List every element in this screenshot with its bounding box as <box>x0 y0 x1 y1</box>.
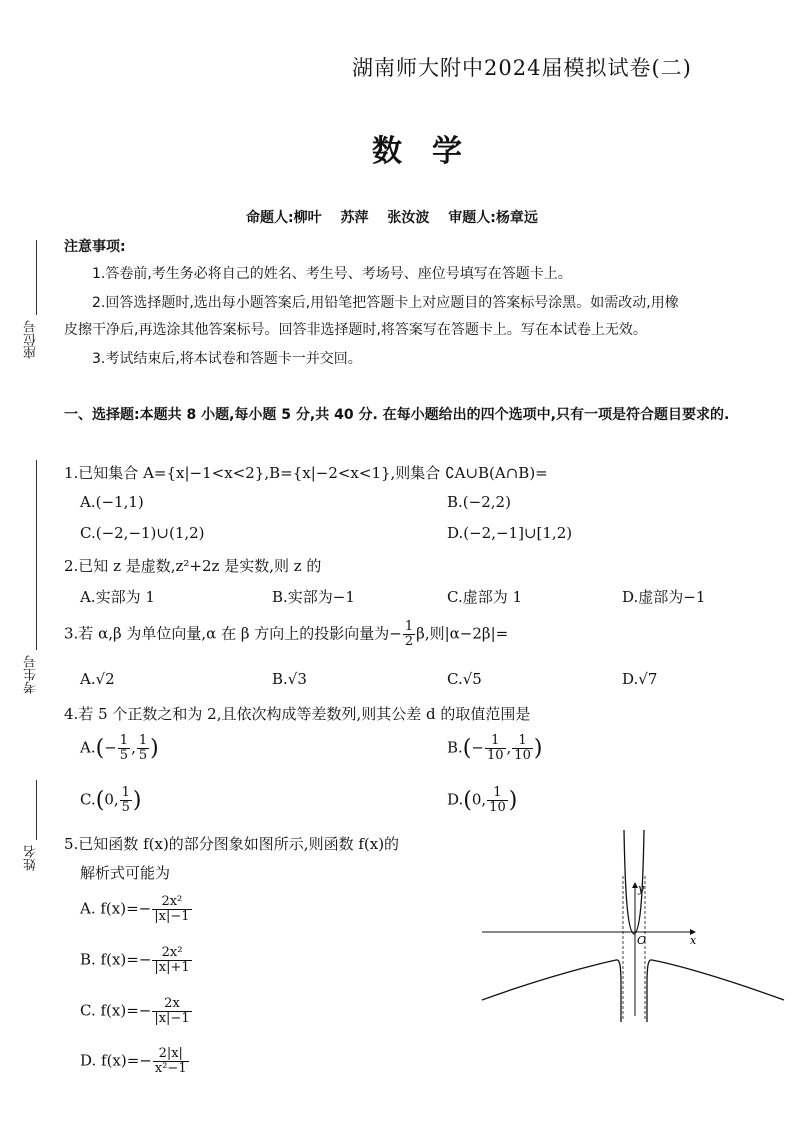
y-axis-label: y <box>638 882 645 895</box>
q5-b-den: |x|+1 <box>154 960 190 975</box>
q5-option-c <box>80 997 193 1026</box>
q5-stem-2: 解析式可能为 <box>80 864 171 882</box>
x-axis-label: x <box>690 934 697 947</box>
q4-option-b: B.(− $\frac{1}{10}$ , $\frac{1}{10}$ ) <box>447 733 543 763</box>
q3-option-d: D.√7 <box>622 670 658 688</box>
q4-b-label: B. <box>447 738 463 757</box>
seat-label: 座位号 <box>24 320 39 359</box>
exam-id-label: 考生号 <box>24 655 39 694</box>
seat-line <box>36 240 37 315</box>
reviewer: 审题人:杨章远 <box>448 210 538 226</box>
q3-stem <box>64 620 508 649</box>
q4-c-label: C. <box>80 790 96 809</box>
q5-d-num: 2|x| <box>153 1047 189 1062</box>
q5-option-d <box>80 1047 190 1076</box>
q4-c-fd: 5 <box>121 800 130 815</box>
q3-frac-den: 2 <box>404 634 414 649</box>
q4-a-f2n: 1 <box>138 733 148 748</box>
q3-option-c: C.√5 <box>447 670 482 688</box>
q4-stem: 4.若 5 个正数之和为 2,且依次构成等差数列,则其公差 d 的取值范围是 <box>64 705 531 723</box>
q5-a-pre: A. f(x)=− <box>80 899 152 918</box>
q4-a-f1n: 1 <box>119 733 129 748</box>
q2-option-c: C.虚部为 1 <box>447 588 523 606</box>
q5-option-b <box>80 946 193 975</box>
exam-id-line <box>36 460 37 650</box>
q5-option-a <box>80 895 193 924</box>
q5-c-den: |x|−1 <box>154 1011 190 1026</box>
notice-title: 注意事项: <box>64 239 126 255</box>
q4-c-fn: 1 <box>121 785 130 800</box>
q2-option-b: B.实部为−1 <box>272 588 355 606</box>
notice-item-3: 3.考试结束后,将本试卷和答题卡一并交回。 <box>92 351 362 367</box>
q4-d-label: D. <box>447 790 464 809</box>
q1-stem: 1.已知集合 A={x|−1<x<2},B={x|−2<x<1},则集合 ∁A∪B(A∩B)= <box>64 464 548 482</box>
school-title: 湖南师大附中2024届模拟试卷(二) <box>352 56 692 80</box>
q5-stem-1: 5.已知函数 f(x)的部分图象如图所示,则函数 f(x)的 <box>64 835 400 853</box>
q2-stem: 2.已知 z 是虚数,z²+2z 是实数,则 z 的 <box>64 557 322 575</box>
authors-line <box>246 207 552 227</box>
author-1: 命题人:柳叶 <box>246 210 322 226</box>
q4-a-f2d: 5 <box>138 748 148 763</box>
q5-a-den: |x|−1 <box>154 909 190 924</box>
q2-option-a: A.实部为 1 <box>80 588 155 606</box>
q4-a-label: A. <box>80 738 96 757</box>
section1-title: 一、选择题:本题共 8 小题,每小题 5 分,共 40 分. 在每小题给出的四个选项中,只有一项是符合题目要求的. <box>64 407 730 423</box>
q5-function-graph <box>478 826 788 1026</box>
q4-d-fd: 10 <box>489 800 506 815</box>
q5-a-num: 2x² <box>152 895 191 910</box>
curve-right-branch <box>647 960 784 1022</box>
q5-c-num: 2x <box>152 997 191 1012</box>
q3-fraction <box>403 620 415 649</box>
q5-b-num: 2x² <box>152 946 191 961</box>
q3-option-a: A.√2 <box>80 670 115 688</box>
author-2: 苏萍 <box>340 210 369 226</box>
notice-item-1: 1.答卷前,考生务必将自己的姓名、考生号、考场号、座位号填写在答题卡上。 <box>92 266 572 282</box>
q5-c-pre: C. f(x)=− <box>80 1001 152 1020</box>
q1-option-a: A.(−1,1) <box>80 493 144 511</box>
q4-d-fn: 1 <box>487 786 508 801</box>
q4-b-f1d: 10 <box>486 748 504 763</box>
subject-title: 数学 <box>372 134 492 169</box>
name-label: 姓名 <box>24 845 39 871</box>
q4-a-f1d: 5 <box>119 748 129 763</box>
q4-b-f1n: 1 <box>485 734 506 749</box>
author-3: 张汝波 <box>387 210 430 226</box>
notice-item-2-cont: 皮擦干净后,再选涂其他答案标号。回答非选择题时,将答案写在答题卡上。写在本试卷上无效。 <box>64 322 647 338</box>
q3-stem-b: β,则|α−2β|= <box>416 624 509 643</box>
q1-option-b: B.(−2,2) <box>447 493 511 511</box>
q1-option-c: C.(−2,−1)∪(1,2) <box>80 524 205 542</box>
curve-left-branch <box>482 960 621 1022</box>
name-line <box>36 780 37 840</box>
origin-label: O <box>637 934 647 947</box>
q4-option-a: A.(− $\frac{1}{5}$ , $\frac{1}{5}$ ) <box>80 733 159 763</box>
q1-option-d: D.(−2,−1]∪[1,2) <box>447 524 573 542</box>
q3-option-b: B.√3 <box>272 670 307 688</box>
q3-stem-a: 3.若 α,β 为单位向量,α 在 β 方向上的投影向量为− <box>64 624 402 643</box>
q4-option-c: C.(0, $\frac{1}{5}$ ) <box>80 785 142 815</box>
q4-b-f2d: 10 <box>514 748 531 763</box>
notice-item-2: 2.回答选择题时,选出每小题答案后,用铅笔把答题卡上对应题目的答案标号涂黑。如需改动,用橡 <box>92 295 679 311</box>
q5-d-pre: D. f(x)=− <box>80 1051 152 1070</box>
q5-d-den: x²−1 <box>154 1061 187 1076</box>
q2-option-d: D.虚部为−1 <box>622 588 706 606</box>
q5-b-pre: B. f(x)=− <box>80 950 152 969</box>
q4-option-d: D.(0, $\frac{1}{10}$ ) <box>447 785 518 815</box>
q3-frac-num: 1 <box>404 619 414 634</box>
q4-b-f2n: 1 <box>512 734 533 749</box>
